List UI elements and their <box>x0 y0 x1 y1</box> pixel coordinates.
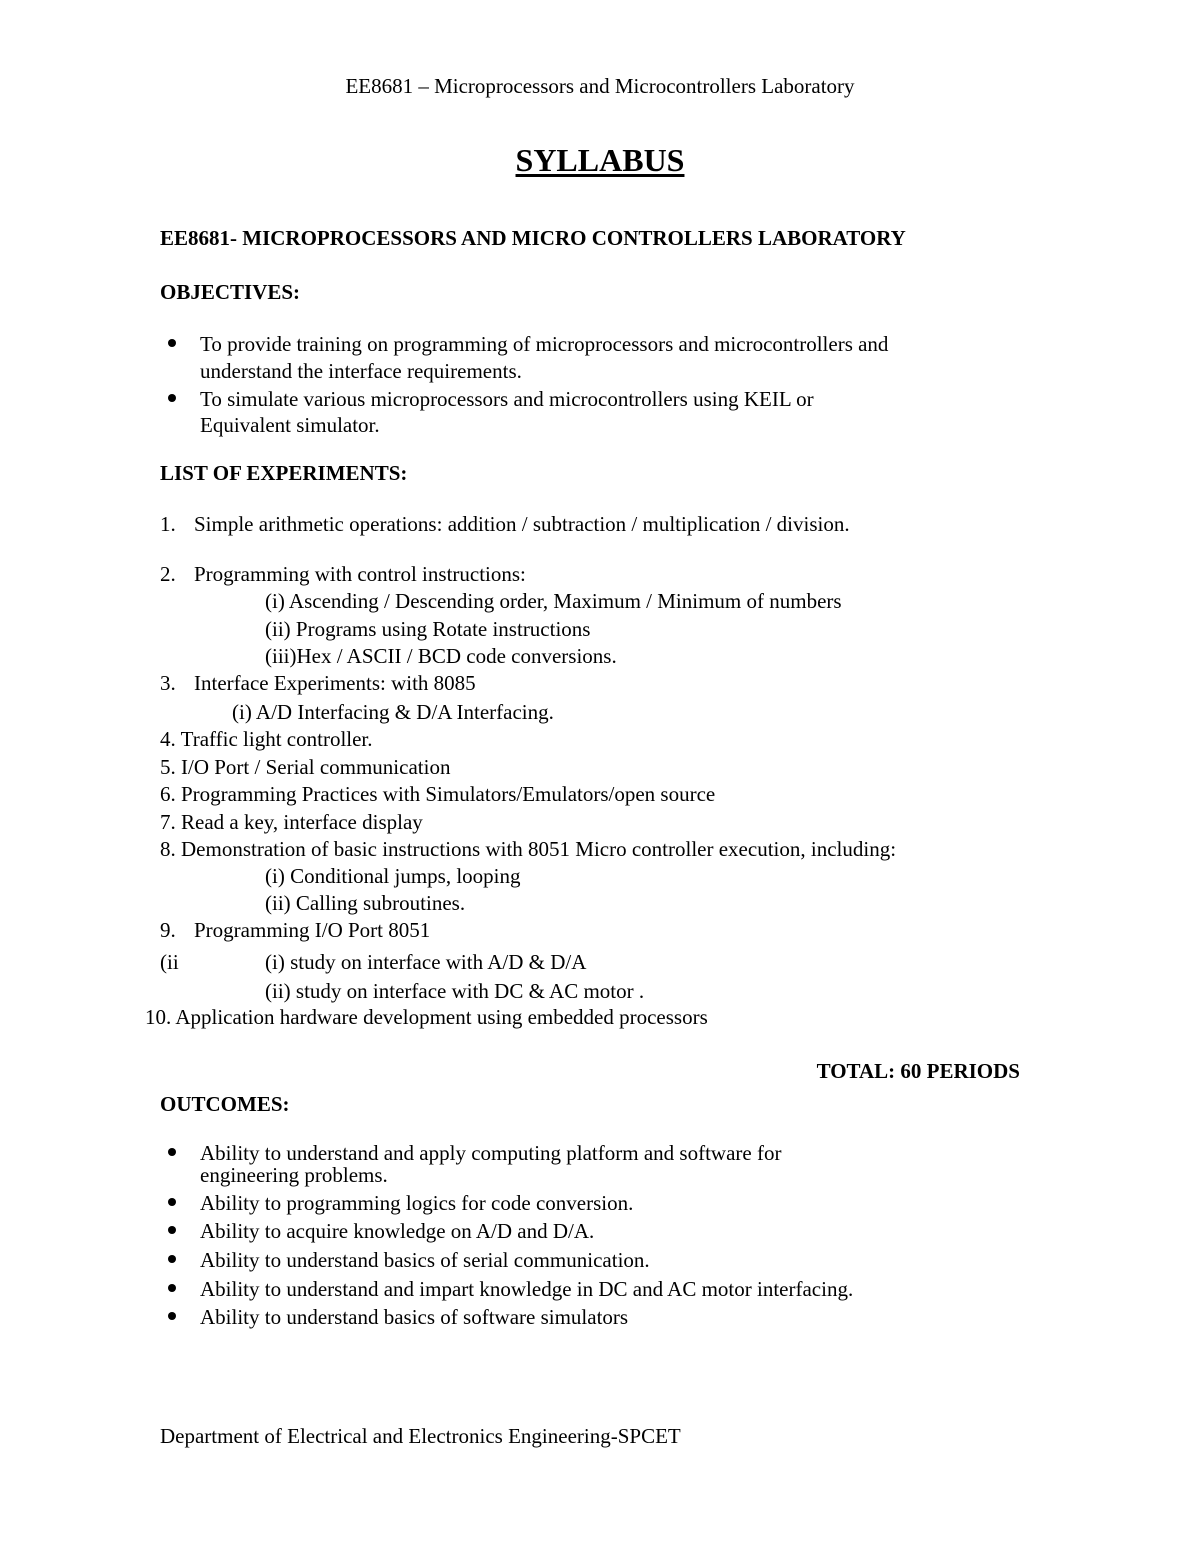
outcome-1-line1: Ability to understand and apply computing platform and software for <box>200 1141 782 1165</box>
experiment-8-text: 8. Demonstration of basic instructions with 8051 Micro controller execution, including: <box>160 837 897 861</box>
bullet-icon <box>168 1148 176 1156</box>
experiment-3-text: Interface Experiments: with 8085 <box>194 671 476 695</box>
objective-item-1-line1: To provide training on programming of microprocessors and microcontrollers and <box>200 332 889 356</box>
experiment-10: 10. Application hardware development using embedded processors <box>145 1005 708 1029</box>
experiment-9-sub-2: (ii) study on interface with DC & AC motor . <box>265 979 645 1003</box>
bullet-icon <box>168 1198 176 1206</box>
experiment-2-sub-1: (i) Ascending / Descending order, Maximum / Minimum of numbers <box>265 589 842 613</box>
bullet-icon <box>168 1226 176 1234</box>
experiment-2-sub-3: (iii)Hex / ASCII / BCD code conversions. <box>265 644 617 668</box>
experiment-3-sub-1: (i) A/D Interfacing & D/A Interfacing. <box>232 700 554 724</box>
bullet-icon <box>168 1312 176 1320</box>
outcome-5: Ability to understand and impart knowledge in DC and AC motor interfacing. <box>200 1277 854 1301</box>
total-periods: TOTAL: 60 PERIODS <box>816 1059 1020 1083</box>
experiment-9-sub-1: (i) study on interface with A/D & D/A <box>265 950 587 974</box>
outcome-4: Ability to understand basics of serial communication. <box>200 1248 650 1272</box>
footer-department: Department of Electrical and Electronics Engineering-SPCET <box>160 1424 681 1448</box>
objective-item-2-line2: Equivalent simulator. <box>200 413 380 437</box>
outcome-3: Ability to acquire knowledge on A/D and D/A. <box>200 1219 595 1243</box>
experiment-9-number: 9. <box>160 918 176 942</box>
objectives-heading: OBJECTIVES: <box>160 280 301 304</box>
experiment-3-number: 3. <box>160 671 176 695</box>
page-title: SYLLABUS <box>515 142 685 178</box>
bullet-icon <box>168 339 176 347</box>
experiment-9-stray-label: (ii <box>160 950 179 974</box>
experiment-1-number: 1. <box>160 512 176 536</box>
experiment-7: 7. Read a key, interface display <box>160 810 423 834</box>
objective-item-2-line1: To simulate various microprocessors and microcontrollers using KEIL or <box>200 387 814 411</box>
outcome-6: Ability to understand basics of software simulators <box>200 1305 629 1329</box>
bullet-icon <box>168 1255 176 1263</box>
experiment-2-number: 2. <box>160 562 176 586</box>
experiment-2-text: Programming with control instructions: <box>194 562 526 586</box>
outcome-2: Ability to programming logics for code conversion. <box>200 1191 634 1215</box>
experiment-4: 4. Traffic light controller. <box>160 727 373 751</box>
experiment-2-sub-2: (ii) Programs using Rotate instructions <box>265 617 591 641</box>
outcome-1-line2: engineering problems. <box>200 1163 388 1187</box>
experiment-6: 6. Programming Practices with Simulators/Emulators/open source <box>160 782 716 806</box>
bullet-icon <box>168 1284 176 1292</box>
experiment-8-sub-1: (i) Conditional jumps, looping <box>265 864 521 888</box>
bullet-icon <box>168 394 176 402</box>
experiments-heading: LIST OF EXPERIMENTS: <box>160 461 408 485</box>
experiment-8-sub-2: (ii) Calling subroutines. <box>265 891 466 915</box>
experiment-1-text: Simple arithmetic operations: addition / subtraction / multiplication / division. <box>194 512 850 536</box>
running-header: EE8681 – Microprocessors and Microcontrollers Laboratory <box>345 74 855 98</box>
outcomes-heading: OUTCOMES: <box>160 1092 290 1116</box>
experiment-5: 5. I/O Port / Serial communication <box>160 755 451 779</box>
objective-item-1-line2: understand the interface requirements. <box>200 359 522 383</box>
experiment-9-text: Programming I/O Port 8051 <box>194 918 431 942</box>
course-heading: EE8681- MICROPROCESSORS AND MICRO CONTROLLERS LABORATORY <box>160 226 906 250</box>
